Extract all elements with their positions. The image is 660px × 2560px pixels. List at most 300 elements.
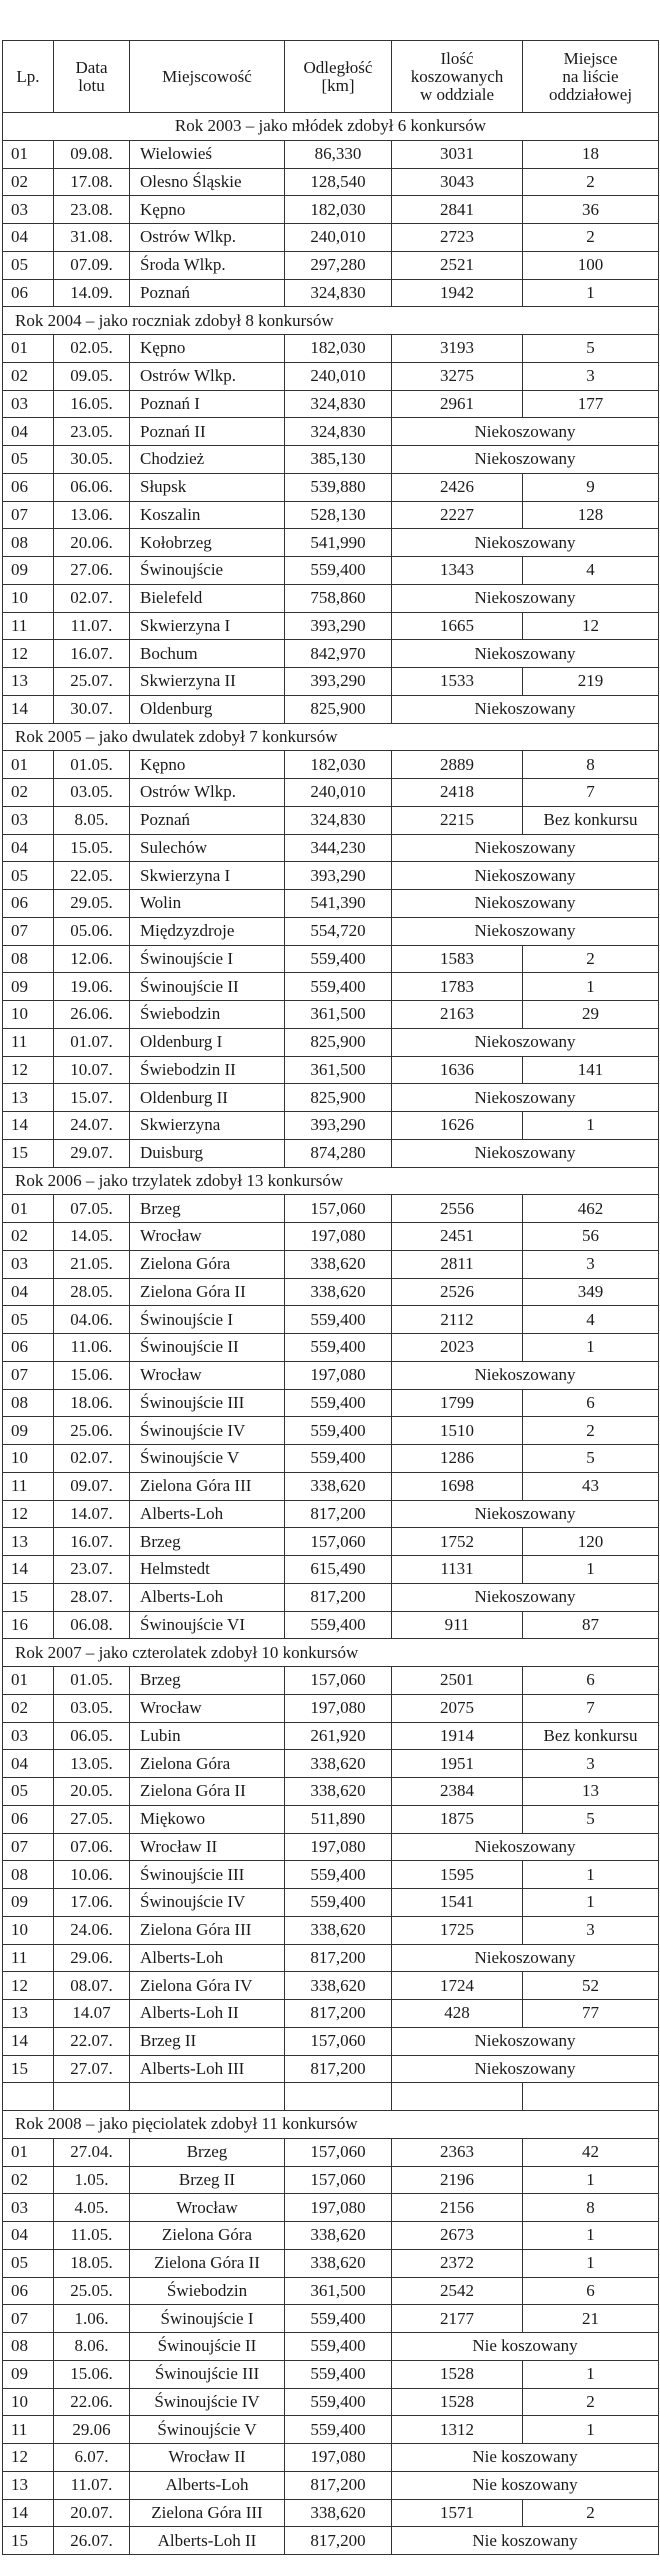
cell-date: 22.07. [54,2027,130,2055]
cell-city: Świnoujście IV [130,1417,285,1445]
cell-city: Zielona Góra [130,2222,285,2250]
cell-date: 03.05. [54,779,130,807]
table-row [3,612,659,640]
table-row [3,2471,659,2499]
cell-lp: 11 [3,612,54,640]
header-date [54,41,130,113]
table-row [3,1223,659,1251]
cell-date: 24.06. [54,1916,130,1944]
cell-date: 01.05. [54,751,130,779]
cell-lp: 13 [3,1084,54,1112]
cell-city: Świebodzin II [130,1056,285,1084]
cell-place: 3 [523,1750,659,1778]
cell-place: 1 [523,2222,659,2250]
cell-place: 2 [523,2388,659,2416]
table-row [3,1278,659,1306]
cell-date: 07.09. [54,251,130,279]
section-title: Rok 2005 – jako dwulatek zdobył 7 konkursów [3,723,659,751]
cell-date: 11.07. [54,2471,130,2499]
cell-lp: 06 [3,1334,54,1362]
cell-lp: 08 [3,529,54,557]
cell-date: 03.05. [54,1694,130,1722]
cell-lp: 03 [3,806,54,834]
header-distance-line2: [km] [321,75,355,95]
cell-date: 01.07. [54,1028,130,1056]
table-row [3,668,659,696]
cell-date: 17.08. [54,168,130,196]
cell-city: Bielefeld [130,584,285,612]
cell-distance: 528,130 [285,501,392,529]
cell-not-clocked: Niekoszowany [392,1028,659,1056]
cell-distance: 182,030 [285,196,392,224]
cell-lp: 06 [3,1805,54,1833]
cell-distance: 559,400 [285,2416,392,2444]
cell-count: 2521 [392,251,523,279]
cell-city: Miękowo [130,1805,285,1833]
cell-distance: 559,400 [285,1611,392,1639]
cell-city: Brzeg [130,2138,285,2166]
cell-date: 15.06. [54,1361,130,1389]
header-lp-text: Lp. [16,66,40,86]
cell-city: Koszalin [130,501,285,529]
cell-distance: 157,060 [285,1195,392,1223]
cell-date: 08.07. [54,1972,130,2000]
cell-place: 36 [523,196,659,224]
cell-lp: 04 [3,224,54,252]
cell-lp: 08 [3,1389,54,1417]
cell-distance: 338,620 [285,1778,392,1806]
cell-date: 25.05. [54,2277,130,2305]
cell-distance: 361,500 [285,2277,392,2305]
cell-lp: 08 [3,945,54,973]
cell-city: Wrocław [130,2194,285,2222]
cell-city: Kołobrzeg [130,529,285,557]
table-row [3,779,659,807]
cell-date: 16.05. [54,390,130,418]
cell-city: Świnoujście II [130,2333,285,2361]
cell-lp: 15 [3,2527,54,2555]
cell-date: 27.06. [54,557,130,585]
table-row [3,2527,659,2555]
cell-distance: 559,400 [285,945,392,973]
cell-distance: 825,900 [285,1028,392,1056]
cell-lp: 09 [3,973,54,1001]
cell-lp: 06 [3,473,54,501]
cell-date: 30.07. [54,695,130,723]
cell-date: 11.07. [54,612,130,640]
table-row [3,1778,659,1806]
cell-distance: 324,830 [285,806,392,834]
table-row [3,335,659,363]
cell-lp: 07 [3,2305,54,2333]
cell-city: Brzeg [130,1667,285,1695]
cell-city: Alberts-Loh [130,2471,285,2499]
cell-lp: 01 [3,1195,54,1223]
cell-lp: 13 [3,1528,54,1556]
table-row [3,418,659,446]
cell-count: 3031 [392,140,523,168]
table-row [3,2416,659,2444]
cell-lp: 04 [3,1278,54,1306]
cell-lp: 03 [3,1250,54,1278]
cell-date: 26.07. [54,2527,130,2555]
cell-not-clocked: Niekoszowany [392,1139,659,1167]
table-row [3,2305,659,2333]
cell-lp: 15 [3,1583,54,1611]
cell-lp: 03 [3,196,54,224]
cell-date: 06.08. [54,1611,130,1639]
cell-city: Olesno Śląskie [130,168,285,196]
cell-distance: 559,400 [285,2333,392,2361]
cell-city: Bochum [130,640,285,668]
cell-place: 120 [523,1528,659,1556]
header-place-line1: Miejsce [563,48,618,68]
cell-not-clocked: Niekoszowany [392,1361,659,1389]
cell-not-clocked: Nie koszowany [392,2333,659,2361]
cell-lp: 13 [3,2000,54,2028]
cell-lp: 05 [3,862,54,890]
cell-distance: 157,060 [285,2166,392,2194]
table-row [3,1139,659,1167]
cell-place: 56 [523,1223,659,1251]
cell-distance: 197,080 [285,1223,392,1251]
cell-distance: 842,970 [285,640,392,668]
cell-distance: 240,010 [285,362,392,390]
cell-not-clocked: Niekoszowany [392,1944,659,1972]
cell-lp: 06 [3,279,54,307]
cell-date: 27.04. [54,2138,130,2166]
cell-lp: 16 [3,1611,54,1639]
cell-distance: 539,880 [285,473,392,501]
cell-city: Świebodzin [130,2277,285,2305]
table-row [3,2444,659,2472]
table-row [3,1195,659,1223]
cell-not-clocked: Niekoszowany [392,1833,659,1861]
cell-distance: 338,620 [285,2249,392,2277]
cell-city: Wolin [130,890,285,918]
cell-distance: 817,200 [285,1944,392,1972]
cell-city: Zielona Góra III [130,1472,285,1500]
cell-not-clocked: Niekoszowany [392,862,659,890]
cell-date: 15.06. [54,2360,130,2388]
table-row [3,224,659,252]
cell-lp: 12 [3,640,54,668]
table-row [3,1667,659,1695]
cell-date: 14.09. [54,279,130,307]
header-place-line2: na liście [562,66,619,86]
cell-lp: 02 [3,1223,54,1251]
cell-date: 15.07. [54,1084,130,1112]
cell-city: Alberts-Loh [130,1583,285,1611]
cell-date: 06.06. [54,473,130,501]
cell-count: 2177 [392,2305,523,2333]
cell-distance: 197,080 [285,1694,392,1722]
cell-place: 4 [523,557,659,585]
cell-city: Skwierzyna II [130,668,285,696]
cell-city: Brzeg [130,1195,285,1223]
cell-date: 02.05. [54,335,130,363]
cell-lp: 02 [3,362,54,390]
table-row [3,2083,659,2111]
cell-place: 29 [523,1001,659,1029]
table-row [3,2249,659,2277]
cell-distance: 197,080 [285,2194,392,2222]
cell-place: 1 [523,1556,659,1584]
cell-date: 28.05. [54,1278,130,1306]
cell-distance: 338,620 [285,1972,392,2000]
cell-city: Wrocław [130,1361,285,1389]
cell-date: 09.08. [54,140,130,168]
cell-count: 1951 [392,1750,523,1778]
cell-lp: 14 [3,2027,54,2055]
table-row [3,557,659,585]
table-row [3,1805,659,1833]
section-row [3,1639,659,1667]
table-row [3,251,659,279]
cell-not-clocked: Nie koszowany [392,2444,659,2472]
cell-lp: 11 [3,1472,54,1500]
cell-city: Wrocław II [130,1833,285,1861]
cell-lp: 02 [3,779,54,807]
table-row [3,1334,659,1362]
table-row [3,1750,659,1778]
table-row [3,2027,659,2055]
cell-city: Skwierzyna [130,1112,285,1140]
cell-lp: 06 [3,2277,54,2305]
cell-city: Zielona Góra II [130,1278,285,1306]
cell-date: 23.08. [54,196,130,224]
cell-lp: 11 [3,2416,54,2444]
cell-lp: 04 [3,1750,54,1778]
cell-date: 07.05. [54,1195,130,1223]
cell-city: Poznań I [130,390,285,418]
header-count-line2: koszowanych [410,66,504,86]
table-row [3,917,659,945]
cell-count: 1528 [392,2388,523,2416]
cell-date: 01.05. [54,1667,130,1695]
cell-date: 16.07. [54,1528,130,1556]
cell-date: 27.05. [54,1805,130,1833]
section-row [3,1167,659,1195]
cell-city: Świnoujście VI [130,1611,285,1639]
cell-lp: 12 [3,1056,54,1084]
cell-count: 2227 [392,501,523,529]
cell-date: 07.06. [54,1833,130,1861]
cell-count: 2215 [392,806,523,834]
cell-not-clocked: Niekoszowany [392,418,659,446]
table-row [3,2499,659,2527]
cell-lp: 03 [3,2194,54,2222]
cell-city: Sulechów [130,834,285,862]
cell-lp: 07 [3,501,54,529]
cell-lp: 12 [3,2444,54,2472]
cell-date: 13.06. [54,501,130,529]
cell-date: 17.06. [54,1889,130,1917]
cell-place: 1 [523,1889,659,1917]
cell-place: Bez konkursu [523,806,659,834]
cell-not-clocked: Nie koszowany [392,2471,659,2499]
cell-count: 1541 [392,1889,523,1917]
table-row [3,501,659,529]
table-row [3,1722,659,1750]
cell-city: Świnoujście II [130,1334,285,1362]
cell-place: 6 [523,1667,659,1695]
cell-lp: 02 [3,2166,54,2194]
cell-not-clocked: Niekoszowany [392,890,659,918]
cell-distance: 338,620 [285,1250,392,1278]
cell-city: Skwierzyna I [130,862,285,890]
cell-city: Alberts-Loh [130,1500,285,1528]
cell-lp: 01 [3,2138,54,2166]
section-row [3,307,659,335]
cell-date: 29.06. [54,1944,130,1972]
cell-count: 1752 [392,1528,523,1556]
table-row [3,1028,659,1056]
cell-place: 6 [523,2277,659,2305]
cell-city: Wrocław [130,1694,285,1722]
cell-distance [285,2083,392,2111]
cell-lp: 09 [3,2360,54,2388]
cell-date: 27.07. [54,2055,130,2083]
cell-city: Zielona Góra II [130,2249,285,2277]
cell-count: 2023 [392,1334,523,1362]
cell-distance: 182,030 [285,751,392,779]
cell-place: 1 [523,1334,659,1362]
cell-city: Alberts-Loh II [130,2000,285,2028]
cell-distance: 817,200 [285,2055,392,2083]
cell-city: Kępno [130,751,285,779]
cell-lp: 06 [3,890,54,918]
cell-city: Zielona Góra [130,1250,285,1278]
cell-lp: 01 [3,335,54,363]
table-row [3,2055,659,2083]
cell-distance: 240,010 [285,779,392,807]
cell-city: Ostrów Wlkp. [130,224,285,252]
table-row [3,1389,659,1417]
table-row [3,473,659,501]
cell-city: Alberts-Loh [130,1944,285,1972]
cell-count: 2889 [392,751,523,779]
cell-lp: 07 [3,1833,54,1861]
cell-date: 21.05. [54,1250,130,1278]
table-row [3,2194,659,2222]
cell-date: 12.06. [54,945,130,973]
table-row [3,945,659,973]
cell-lp: 02 [3,168,54,196]
cell-city: Świnoujście III [130,2360,285,2388]
cell-place: 2 [523,2499,659,2527]
cell-city: Zielona Góra III [130,1916,285,1944]
cell-lp: 04 [3,418,54,446]
cell-place: 77 [523,2000,659,2028]
cell-place: 4 [523,1306,659,1334]
cell-date: 18.05. [54,2249,130,2277]
cell-lp: 08 [3,1861,54,1889]
cell-city: Słupsk [130,473,285,501]
cell-not-clocked: Niekoszowany [392,446,659,474]
cell-lp: 01 [3,751,54,779]
cell-date: 09.07. [54,1472,130,1500]
cell-date: 8.05. [54,806,130,834]
cell-lp: 10 [3,1445,54,1473]
table-row [3,1445,659,1473]
cell-place: 2 [523,1417,659,1445]
cell-place: 141 [523,1056,659,1084]
cell-count: 1528 [392,2360,523,2388]
cell-city: Świnoujście V [130,2416,285,2444]
cell-city: Świnoujście IV [130,1889,285,1917]
cell-count: 2841 [392,196,523,224]
cell-count: 911 [392,1611,523,1639]
table-row [3,1861,659,1889]
cell-distance: 559,400 [285,2305,392,2333]
cell-place: 1 [523,2360,659,2388]
cell-date: 25.06. [54,1417,130,1445]
cell-lp: 08 [3,2333,54,2361]
cell-distance: 157,060 [285,2138,392,2166]
cell-place: 1 [523,973,659,1001]
cell-count: 3275 [392,362,523,390]
cell-lp: 04 [3,2222,54,2250]
table-row [3,1306,659,1334]
table-row [3,2277,659,2305]
table-row [3,1112,659,1140]
table-row [3,640,659,668]
cell-city: Świnoujście V [130,1445,285,1473]
cell-count: 2372 [392,2249,523,2277]
cell-date: 11.06. [54,1334,130,1362]
table-row [3,1084,659,1112]
cell-date: 02.07. [54,584,130,612]
cell-date: 6.07. [54,2444,130,2472]
cell-distance: 541,990 [285,529,392,557]
cell-date: 15.05. [54,834,130,862]
cell-lp: 10 [3,1916,54,1944]
cell-city: Zielona Góra II [130,1778,285,1806]
cell-lp: 14 [3,695,54,723]
cell-distance: 197,080 [285,1833,392,1861]
cell-lp: 07 [3,917,54,945]
cell-date: 10.06. [54,1861,130,1889]
cell-distance: 338,620 [285,1278,392,1306]
table-row [3,279,659,307]
cell-distance: 559,400 [285,973,392,1001]
cell-place: 8 [523,2194,659,2222]
cell-count: 1510 [392,1417,523,1445]
cell-distance: 817,200 [285,1583,392,1611]
cell-count: 2426 [392,473,523,501]
cell-place: 219 [523,668,659,696]
section-row [3,113,659,141]
header-date-line2: lotu [78,75,105,95]
cell-city: Środa Wlkp. [130,251,285,279]
cell-city: Wrocław II [130,2444,285,2472]
cell-count: 2811 [392,1250,523,1278]
cell-place: 1 [523,1861,659,1889]
cell-distance: 559,400 [285,1334,392,1362]
cell-distance: 240,010 [285,224,392,252]
cell-place: 8 [523,751,659,779]
cell-distance: 393,290 [285,1112,392,1140]
cell-distance: 361,500 [285,1001,392,1029]
table-row [3,168,659,196]
cell-count: 2163 [392,1001,523,1029]
cell-date: 19.06. [54,973,130,1001]
cell-place: 128 [523,501,659,529]
cell-distance: 559,400 [285,1389,392,1417]
table-row [3,751,659,779]
table-row [3,2166,659,2194]
